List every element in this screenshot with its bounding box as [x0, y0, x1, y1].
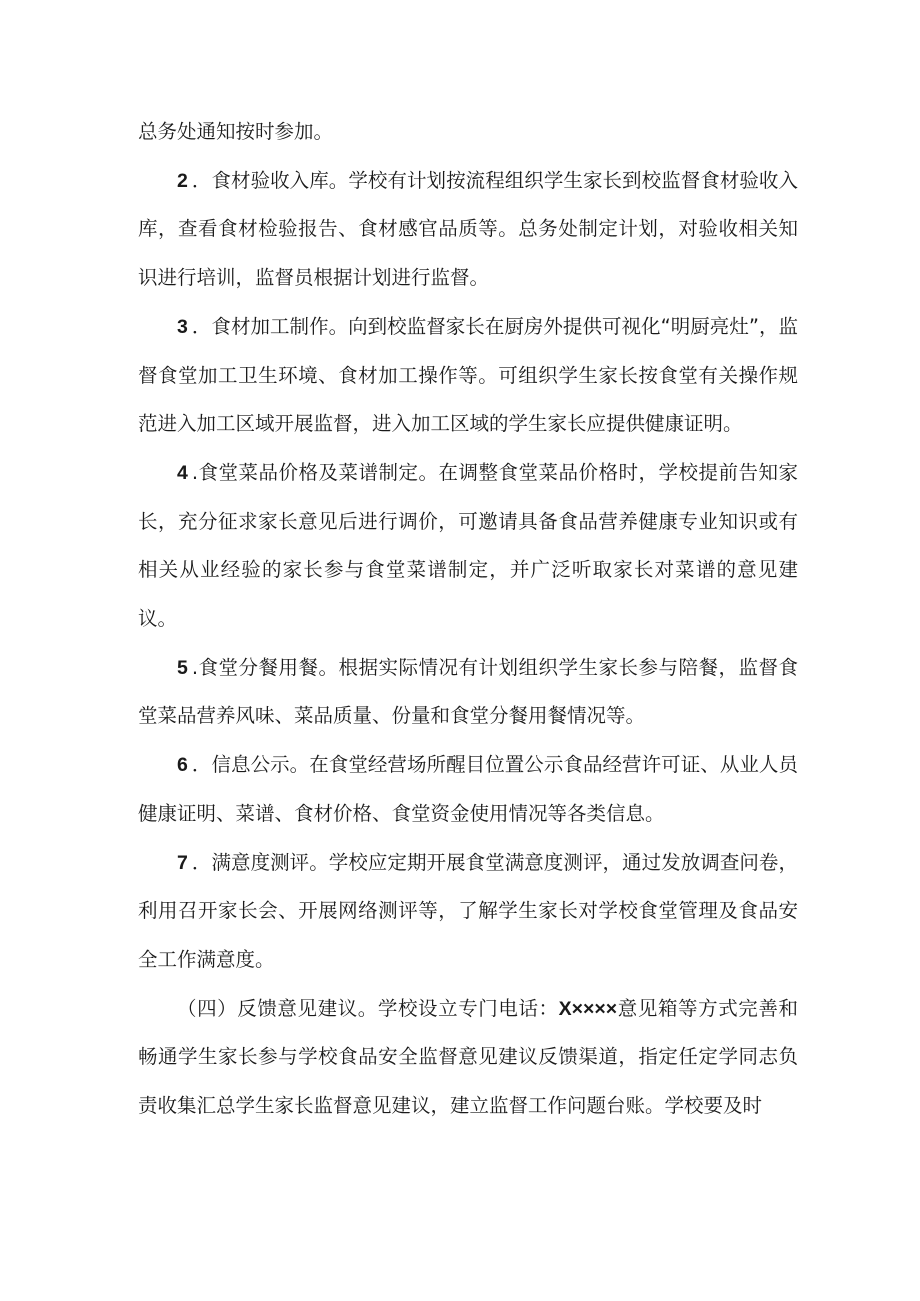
item-number: 2	[177, 169, 188, 192]
paragraph-text: 满意度测评。学校应定期开展食堂满意度测评，通过发放调查问卷，利用召开家长会、开展网络测评等，了解学生家长对学校食堂管理及食品安全工作满意度。	[138, 850, 798, 971]
item-separator: ．	[191, 168, 212, 192]
paragraph-item-3	[138, 303, 798, 449]
item-separator: ．	[191, 314, 212, 338]
item-number: 6	[177, 754, 188, 777]
paragraph-text: 食堂菜品价格及菜谱制定。在调整食堂菜品价格时，学校提前告知家长，充分征求家长意见后进行调价，可邀请具备食品营养健康专业知识或有相关从业经验的家长参与食堂菜谱制定，并广泛听取家长对菜谱的意见建议。	[138, 460, 798, 631]
paragraph-text: 食堂分餐用餐。根据实际情况有计划组织学生家长参与陪餐，监督食堂菜品营养风味、菜品质量、份量和食堂分餐用餐情况等。	[138, 655, 798, 728]
item-separator: .	[191, 460, 199, 484]
paragraph-text: 意见箱等方式完善和畅通学生家长参与学校食品安全监督意见建议反馈渠道，指定任定学同志负责收集汇总学生家长监督意见建议，建立监督工作问题台账。学校要及时	[138, 996, 798, 1118]
paragraph-text: 食材加工制作。向到校监督家长在厨房外提供可视化“明厨亮灶”，监督食堂加工卫生环境、食材加工操作等。可组织学生家长按食堂有关操作规范进入加工区域开展监督，进入加工区域的学生家长应提供健康证明。	[138, 314, 798, 436]
item-separator: ．	[191, 850, 212, 874]
paragraph-text: 食材验收入库。学校有计划按流程组织学生家长到校监督食材验收入库，查看食材检验报告、食材感官品质等。总务处制定计划，对验收相关知识进行培训，监督员根据计划进行监督。	[138, 168, 798, 290]
item-number: 7	[177, 851, 188, 874]
paragraph-section-four	[138, 985, 798, 1131]
paragraph-text: 信息公示。在食堂经营场所醒目位置公示食品经营许可证、从业人员健康证明、菜谱、食材价格、食堂资金使用情况等各类信息。	[138, 753, 798, 825]
item-number: 5	[177, 656, 188, 679]
item-separator: ．	[191, 753, 212, 777]
item-number: 3	[177, 315, 188, 338]
paragraph-item-7	[138, 839, 798, 985]
phone-number: X××××	[558, 997, 618, 1020]
paragraph-text: （四）反馈意见建议。学校设立专门电话：	[177, 996, 559, 1020]
item-number: 4	[177, 461, 188, 484]
paragraph-item-6	[138, 741, 798, 838]
item-separator: .	[191, 655, 199, 679]
paragraph-item-2	[138, 157, 798, 303]
paragraph-continuation	[138, 108, 798, 157]
paragraph-text: 总务处通知按时参加。	[138, 120, 334, 143]
paragraph-item-4	[138, 449, 798, 644]
document-body	[138, 108, 798, 1131]
paragraph-item-5	[138, 644, 798, 741]
